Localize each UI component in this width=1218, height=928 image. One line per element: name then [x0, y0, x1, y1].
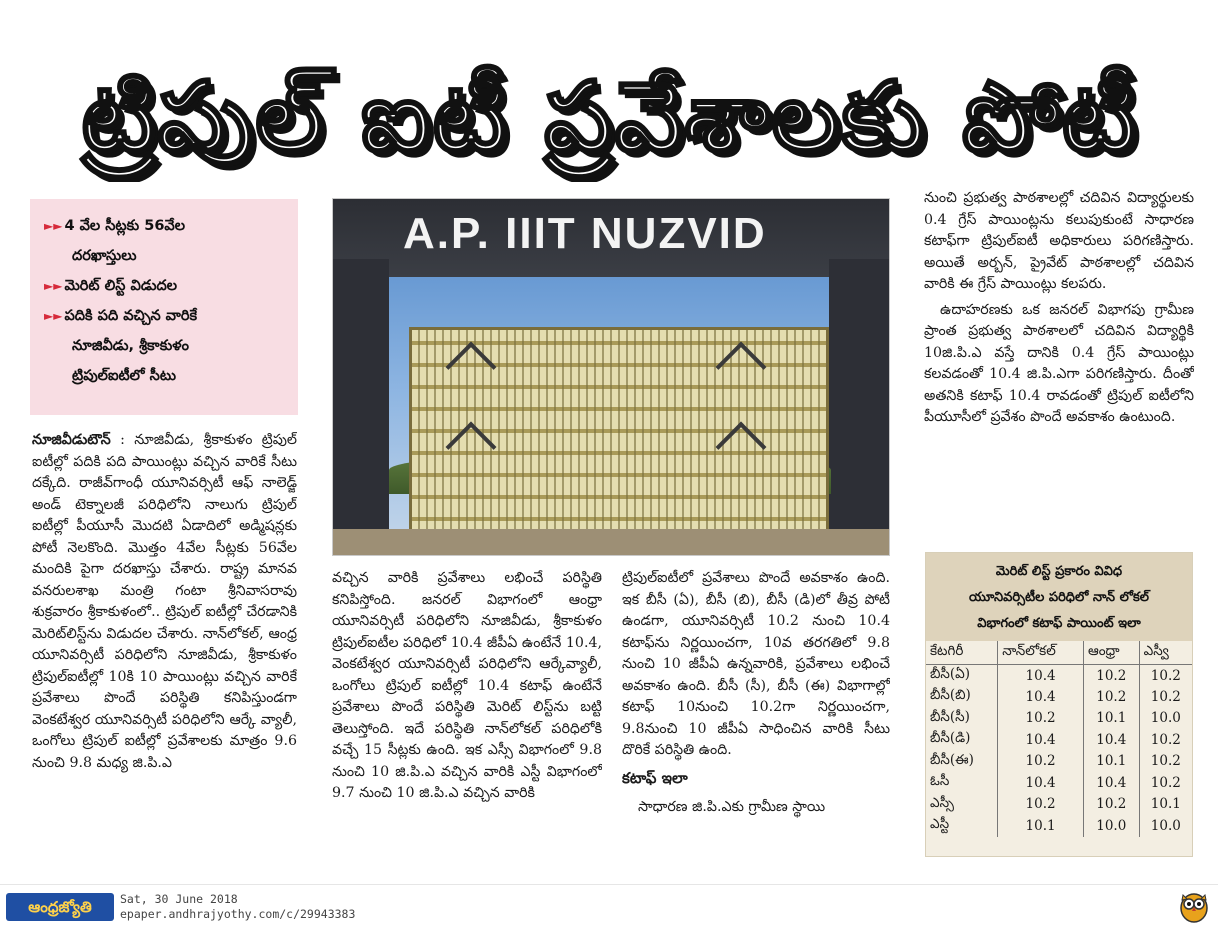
andhrajyothy-logo[interactable]: ఆంధ్రజ్యోతి [6, 893, 114, 921]
article-column-2 [332, 568, 602, 868]
table-row: బీసీ(బి) 10.4 10.2 10.2 [926, 686, 1192, 708]
article-text-col2: వచ్చిన వారికి ప్రవేశాలు లభించే పరిస్థితి కనిపిస్తోంది. జనరల్ విభాగంలో ఆంధ్రా యూనివర్సిటీ పరిధిలోని నూజివీడు, శ్రీకాకుళం ట్రిపుల్‌ఐటీల పరిధిలో 10.4 జీపీఏ ఉంటేనే 10.4, వెంకటేశ్వర యూనివర్సిటీ పరిధిలోని ఆర్కేవ్యాలీ, ఒంగోలు ట్రిపుల్ ఐటీల్లో 10.4 కటాఫ్ ఉంటేనే ప్రవేశాలు పొందే పరిస్థితి మెరిట్ లిస్ట్‌ను బట్టి తెలుస్తోంది. ఇదే పరిస్థితి నాన్‌లోకల్ పరిధిలోకి వచ్చే 15 సీట్లకు ఉంది. ఇక ఎస్సీ విభాగంలో 9.8 నుంచి 10 జి.పి.ఎ వచ్చిన వారికి ఎస్టీ విభాగంలో 9.7 నుంచి 10 జి.పి.ఎ వచ్చిన వారికి [332, 570, 602, 801]
cutoff-table-box [925, 552, 1193, 857]
table-row: బీసీ(డి) 10.4 10.4 10.2 [926, 729, 1192, 751]
table-row: బీసీ(సీ) 10.2 10.1 10.0 [926, 708, 1192, 730]
highlight-2: ►► మెరిట్ లిస్ట్ విడుదల [44, 278, 178, 294]
table-row: బీసీ(ఏ) 10.4 10.2 10.2 [926, 665, 1192, 687]
table-header: నాన్‌లోకల్ [998, 641, 1084, 665]
table-header: కేటగిరీ [926, 641, 998, 665]
article-text-col3: ట్రిపుల్‌ఐటీలో ప్రవేశాలు పొందే అవకాశం ఉంది. ఇక బీసీ (ఏ), బీసీ (బి), బీసీ (డి)లో తీవ్ర పోటీ ఉండగా, యూనివర్సిటీ 10.2 నుంచి 10.4 కటాఫ్‌ను నిర్ణయించగా, 10వ తరగతిలో 9.8 నుంచి 10 జీపీఏ ఉన్నవారికి, ప్రవేశాలు లభించే అవకాశం ఉంది. బీసీ (సీ), బీసీ (ఈ) విభాగాల్లో కటాఫ్ 10నుంచి 10.2గా నిర్ణయించగా, 9.8నుంచి 10 జీపీఏ సాధించిన వారికి సీటు దొరికే పరిస్థితి ఉంది. [622, 570, 890, 758]
article-text-col1: నూజివీడు, శ్రీకాకుళం ట్రిపుల్ ఐటీల్లో పదికి పది పాయింట్లు వచ్చిన వారికే సీటు దక్కేది. రాజీవ్‌గాంధీ యూనివర్సిటీ ఆఫ్ నాలెడ్జ్ అండ్ టెక్నాలజీ పరిధిలోని నాలుగు ట్రిపుల్ ఐటీల్లో పీయూసీ మొదటి ఏడాదిలో అడ్మిషన్లకు పోటీ నెలకొంది. మొత్తం 4వేల సీట్లకు 56వేల మందికి పైగా దరఖాస్తు చేశారు. రాష్ట్ర మానవ వనరులశాఖ మంత్రి గంటా శ్రీనివాసరావు శుక్రవారం శ్రీకాకుళంలో.. ట్రిపుల్ ఐటీల్లో చేరడానికి మెరిట్‌లిస్ట్‌ను విడుదల చేశారు. నాన్‌లోకల్, ఆంధ్ర యూనివర్సిటీ పరిధిలోని నూజివీడు, శ్రీకాకుళం ట్రిపుల్‌ఐటీల్లో 10కి 10 పాయింట్లు వచ్చిన వారికే ప్రవేశాలు పొందే పరిస్థితి కనిపిస్తుండగా వెంకటేశ్వర యూనివర్సిటీ పరిధిలోని ఆర్కే వ్యాలీ, ఒంగోలు ట్రిపుల్ ఐటీల్లో ప్రవేశాలకు మాత్రం 9.6 నుంచి 9.8 మధ్య జి.పి.ఎ [32, 432, 297, 771]
epaper-link[interactable]: epaper.andhrajyothy.com/c/29943383 [120, 907, 356, 921]
article-column-4 [924, 188, 1194, 538]
article-column-1: నూజివీడుటౌన్ : నూజివీడు, శ్రీకాకుళం ట్రిపుల్ ఐటీల్లో పదికి పది పాయింట్లు వచ్చిన వారికే సీటు దక్కేది. రాజీవ్‌గాంధీ యూనివర్సిటీ ఆఫ్ నాలెడ్జ్ అండ్ టెక్నాలజీ పరిధిలోని నాలుగు ట్రిపుల్ ఐటీల్లో పీయూసీ మొదటి ఏడాదిలో అడ్మిషన్లకు పోటీ నెలకొంది. మొత్తం 4వేల సీట్లకు 56వేల మందికి పైగా దరఖాస్తు చేశారు. రాష్ట్ర మానవ వనరులశాఖ మంత్రి గంటా శ్రీనివాసరావు శుక్రవారం శ్రీకాకుళంలో.. ట్రిపుల్ ఐటీల్లో చేరడానికి మెరిట్‌లిస్ట్‌ను విడుదల చేశారు. నాన్‌లోకల్, ఆంధ్ర యూనివర్సిటీ పరిధిలోని నూజివీడు, శ్రీకాకుళం ట్రిపుల్‌ఐటీల్లో 10కి 10 పాయింట్లు వచ్చిన వారికే ప్రవేశాలు పొందే పరిస్థితి కనిపిస్తుండగా వెంకటేశ్వర యూనివర్సిటీ పరిధిలోని ఆర్కే వ్యాలీ, ఒంగోలు ట్రిపుల్ ఐటీల్లో ప్రవేశాలకు మాత్రం 9.6 నుంచి 9.8 మధ్య జి.పి.ఎ [32, 432, 297, 771]
double-arrow-icon: ►► [44, 309, 63, 323]
highlight-1: ►► 4 వేల సీట్లకు 56వేల [44, 218, 186, 234]
double-arrow-icon: ►► [44, 219, 63, 233]
table-row: బీసీ(ఈ) 10.2 10.1 10.2 [926, 751, 1192, 773]
table-row: ఓసీ 10.4 10.4 10.2 [926, 772, 1192, 794]
highlight-3: ►► పదికి పది వచ్చిన వారికే [44, 308, 198, 324]
table-header: ఎస్వీ [1139, 641, 1192, 665]
dateline: నూజివీడుటౌన్ [32, 432, 111, 448]
highlight-3-cont2: ట్రిపుల్ఐటీలో సీటు [72, 368, 177, 384]
edition-date: Sat, 30 June 2018 [120, 892, 238, 906]
owl-icon [1178, 889, 1210, 923]
double-arrow-icon: ►► [44, 279, 63, 293]
article-text-col4b: ఉదాహరణకు ఒక జనరల్ విభాగపు గ్రామీణ ప్రాంత ప్రభుత్వ పాఠశాలలో చదివిన విద్యార్థికి 10జి.పి.ఎ వస్తే దానికి 0.4 గ్రేస్ పాయింట్లు కలవడంతో 10.4 జి.పి.ఎగా పరిగణిస్తారు. దీంతో అతనికి కటాఫ్ 10.4 రావడంతో ట్రిపుల్ ఐటీలోని పీయూసీలో ప్రవేశం పొందే అవకాశం ఉంటుంది. [924, 301, 1194, 425]
article-column-3 [622, 568, 890, 868]
photo-sign-text: A.P. IIIT NUZVID [403, 209, 767, 258]
highlight-1-cont: దరఖాస్తులు [72, 248, 137, 264]
footer-bar [0, 884, 1218, 928]
subhead-cutoff: కటాఫ్ ఇలా [622, 768, 688, 787]
headline: ట్రిపుల్ ఐటీ ప్రవేశాలకు పోటీ [81, 61, 1139, 173]
article-text-col4a: నుంచి ప్రభుత్వ పాఠశాలల్లో చదివిన విద్యార్థులకు 0.4 గ్రేస్ పాయింట్లను కలుపుకుంటే సాధారణ కటాఫ్‌గా ట్రిపుల్‌ఐటీ అధికారులు పరిగణిస్తారు. అయితే అర్బన్, ప్రైవేట్ పాఠశాలల్లో చదివిన వారికి ఈ గ్రేస్ పాయింట్లు కలపరు. [924, 190, 1194, 292]
article-text-col3b: సాధారణ జి.పి.ఎకు గ్రామీణ స్థాయి [638, 799, 826, 815]
table-row: ఎస్టీ 10.1 10.0 10.0 [926, 815, 1192, 837]
table-title: మెరిట్ లిస్ట్ ప్రకారం వివిధ యూనివర్సిటీల పరిధిలో నాన్ లోకల్ విభాగంలో కటాఫ్ పాయింట్ ఇలా [926, 553, 1192, 641]
table-row: ఎస్సీ 10.2 10.2 10.1 [926, 794, 1192, 816]
table-header: ఆంధ్రా [1083, 641, 1139, 665]
article-photo [332, 198, 890, 556]
table-header-row [926, 641, 1192, 665]
highlights-box [30, 199, 298, 415]
highlight-3-cont: నూజివీడు, శ్రీకాకుళం [72, 338, 190, 354]
cutoff-table [926, 641, 1192, 837]
